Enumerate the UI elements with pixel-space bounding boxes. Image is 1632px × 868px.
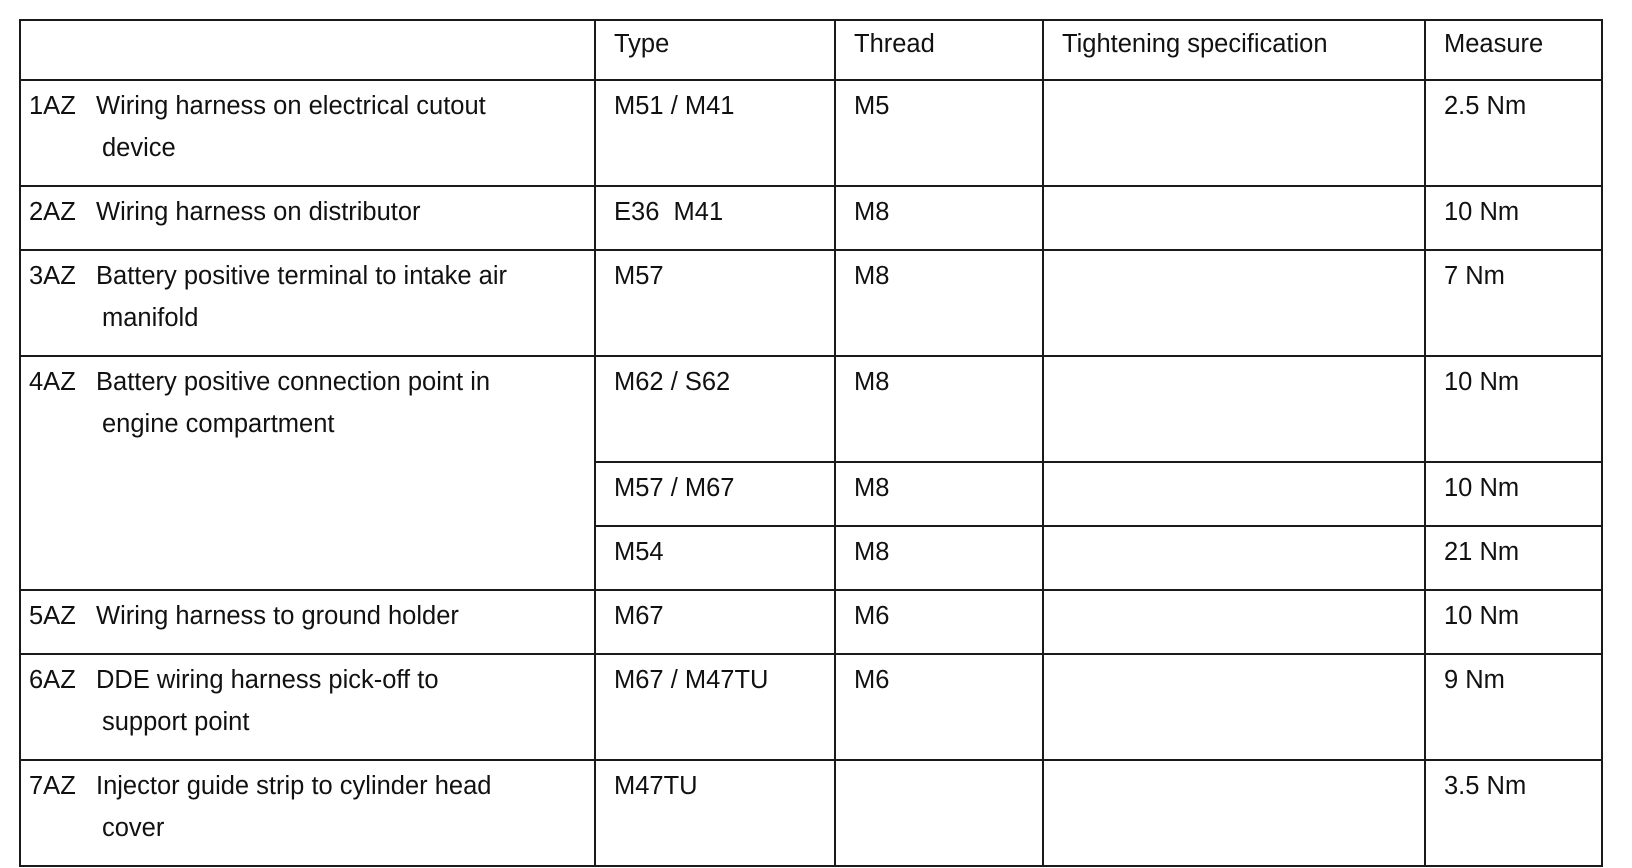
measure-cell: 21 Nm bbox=[1425, 526, 1602, 590]
header-tightening-specification: Tightening specification bbox=[1043, 20, 1425, 80]
item-code: 5AZ bbox=[29, 602, 76, 630]
thread-cell: M8 bbox=[835, 526, 1043, 590]
description-line-2: cover bbox=[102, 814, 165, 842]
type-cell: M51 / M41 bbox=[595, 80, 835, 186]
measure-cell: 10 Nm bbox=[1425, 590, 1602, 654]
item-description bbox=[96, 361, 490, 445]
item-description bbox=[96, 659, 439, 743]
tightening-cell bbox=[1043, 80, 1425, 186]
description-line-2: engine compartment bbox=[102, 410, 335, 438]
thread-cell: M8 bbox=[835, 186, 1043, 250]
measure-cell: 2.5 Nm bbox=[1425, 80, 1602, 186]
description-line-1: Battery positive terminal to intake air bbox=[96, 262, 508, 290]
item-code: 1AZ bbox=[29, 92, 76, 120]
thread-cell: M5 bbox=[835, 80, 1043, 186]
tightening-cell bbox=[1043, 186, 1425, 250]
type-cell: M57 / M67 bbox=[595, 462, 835, 526]
measure-cell: 10 Nm bbox=[1425, 186, 1602, 250]
thread-cell: M8 bbox=[835, 356, 1043, 462]
item-code: 4AZ bbox=[29, 368, 76, 396]
description-line-1: Injector guide strip to cylinder head bbox=[96, 772, 492, 800]
description-line-1: Wiring harness on distributor bbox=[96, 198, 421, 226]
header-type: Type bbox=[595, 20, 835, 80]
description-cell bbox=[20, 590, 595, 654]
description-cell bbox=[20, 760, 595, 866]
thread-cell: M8 bbox=[835, 250, 1043, 356]
table-row bbox=[20, 186, 1602, 250]
item-code: 6AZ bbox=[29, 666, 76, 694]
table-row bbox=[20, 250, 1602, 356]
header-row bbox=[20, 20, 1602, 80]
description-cell bbox=[20, 186, 595, 250]
table-row bbox=[20, 654, 1602, 760]
header-measure: Measure bbox=[1425, 20, 1602, 80]
type-cell: M57 bbox=[595, 250, 835, 356]
item-description bbox=[96, 191, 421, 233]
measure-cell: 10 Nm bbox=[1425, 356, 1602, 462]
table-row bbox=[20, 760, 1602, 866]
tightening-cell bbox=[1043, 526, 1425, 590]
description-line-1: Wiring harness on electrical cutout bbox=[96, 92, 486, 120]
measure-cell: 3.5 Nm bbox=[1425, 760, 1602, 866]
header-blank bbox=[20, 20, 595, 80]
item-code: 3AZ bbox=[29, 262, 76, 290]
type-cell: M62 / S62 bbox=[595, 356, 835, 462]
item-description bbox=[96, 595, 459, 637]
item-code: 2AZ bbox=[29, 198, 76, 226]
description-line-1: Wiring harness to ground holder bbox=[96, 602, 459, 630]
type-cell: E36 M41 bbox=[595, 186, 835, 250]
description-line-2: support point bbox=[102, 708, 250, 736]
description-cell bbox=[20, 250, 595, 356]
header-thread: Thread bbox=[835, 20, 1043, 80]
tightening-cell bbox=[1043, 356, 1425, 462]
type-cell: M67 bbox=[595, 590, 835, 654]
item-description bbox=[96, 765, 491, 849]
thread-cell bbox=[835, 760, 1043, 866]
description-line-1: Battery positive connection point in bbox=[96, 368, 491, 396]
measure-cell: 9 Nm bbox=[1425, 654, 1602, 760]
tightening-cell bbox=[1043, 590, 1425, 654]
tightening-cell bbox=[1043, 760, 1425, 866]
tightening-cell bbox=[1043, 654, 1425, 760]
thread-cell: M8 bbox=[835, 462, 1043, 526]
measure-cell: 10 Nm bbox=[1425, 462, 1602, 526]
description-line-1: DDE wiring harness pick-off to bbox=[96, 666, 439, 694]
thread-cell: M6 bbox=[835, 590, 1043, 654]
torque-spec-sheet bbox=[19, 19, 1601, 867]
description-cell bbox=[20, 654, 595, 760]
item-description bbox=[96, 255, 507, 339]
item-code: 7AZ bbox=[29, 772, 76, 800]
type-cell: M47TU bbox=[595, 760, 835, 866]
tightening-cell bbox=[1043, 462, 1425, 526]
description-cell bbox=[20, 80, 595, 186]
table-row bbox=[20, 590, 1602, 654]
thread-cell: M6 bbox=[835, 654, 1043, 760]
table-row bbox=[20, 356, 1602, 462]
tightening-cell bbox=[1043, 250, 1425, 356]
measure-cell: 7 Nm bbox=[1425, 250, 1602, 356]
torque-spec-table bbox=[19, 19, 1603, 867]
description-cell bbox=[20, 356, 595, 590]
type-cell: M67 / M47TU bbox=[595, 654, 835, 760]
item-description bbox=[96, 85, 486, 169]
type-cell: M54 bbox=[595, 526, 835, 590]
description-line-2: manifold bbox=[102, 304, 199, 332]
description-line-2: device bbox=[102, 134, 176, 162]
table-row bbox=[20, 80, 1602, 186]
